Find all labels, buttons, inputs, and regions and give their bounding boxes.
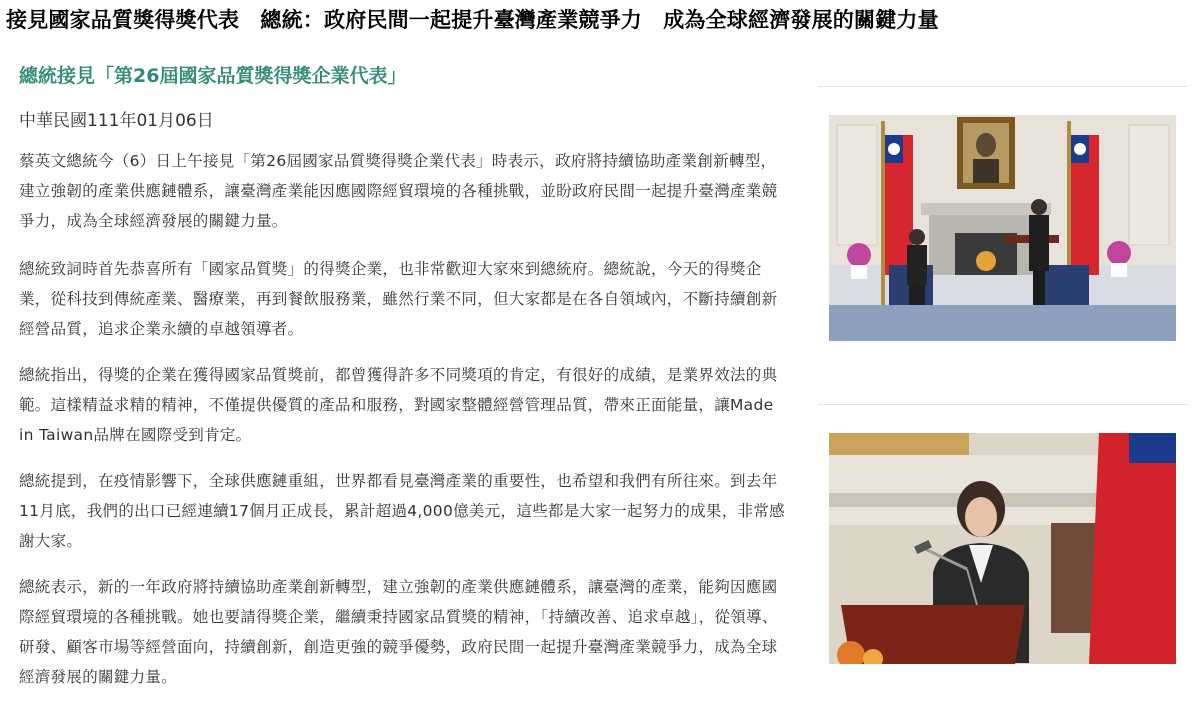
article-paragraph-1: 蔡英文總統今（6）日上午接見「第26屆國家品質獎得獎企業代表」時表示，政府將持續協助產業創新轉型，建立強韌的產業供應鏈體系，讓臺灣產業能因應國際經貿環境的各種挑戰，並盼政府民間一起提升臺灣產業競爭力，成為全球經濟發展的關鍵力量。 (19, 152, 778, 230)
sidebar-divider-middle (818, 404, 1188, 405)
photo-speaker-podium[interactable] (829, 433, 1176, 664)
article-paragraph-4: 總統提到，在疫情影響下，全球供應鏈重組，世界都看見臺灣產業的重要性，也希望和我們有所往來。到去年11月底，我們的出口已經連續17個月正成長，累計超過4,000億美元，這些都是大家一起努力的成果，非常感謝大家。 (19, 472, 785, 550)
article-paragraph-5: 總統表示，新的一年政府將持續協助產業創新轉型，建立強韌的產業供應鏈體系，讓臺灣的產業，能夠因應國際經貿環境的各種挑戰。她也要請得獎企業，繼續秉持國家品質獎的精神，「持續改善、追求卓越」，從領導、研發、顧客市場等經營面向，持續創新，創造更強的競爭優勢，政府民間一起提升臺灣產業競爭力，成為全球經濟發展的關鍵力量。 (19, 578, 778, 686)
article-paragraph-3: 總統指出，得獎的企業在獲得國家品質獎前，都曾獲得許多不同獎項的肯定，有很好的成績，是業界效法的典範。這樣精益求精的精神，不僅提供優質的產品和服務，對國家整體經營管理品質，帶來正面能量，讓Made in Taiwan品牌在國際受到肯定。 (19, 366, 778, 444)
page-title: 接見國家品質獎得獎代表 總統：政府民間一起提升臺灣產業競爭力 成為全球經濟發展的關鍵力量 (6, 8, 939, 32)
article-paragraph-2: 總統致詞時首先恭喜所有「國家品質獎」的得獎企業，也非常歡迎大家來到總統府。總統說，今天的得獎企業，從科技到傳統產業、醫療業，再到餐飲服務業，雖然行業不同，但大家都是在各自領域內，不斷持續創新經營品質，追求企業永續的卓越領導者。 (19, 260, 778, 338)
photo-reception-room-image (829, 115, 1176, 341)
article-subtitle: 總統接見「第26屆國家品質獎得獎企業代表」 (19, 65, 407, 87)
photo-reception-room[interactable] (829, 115, 1176, 341)
article-date: 中華民國111年01月06日 (19, 111, 214, 131)
sidebar-divider-top (818, 86, 1188, 87)
photo-speaker-podium-image (829, 433, 1176, 664)
